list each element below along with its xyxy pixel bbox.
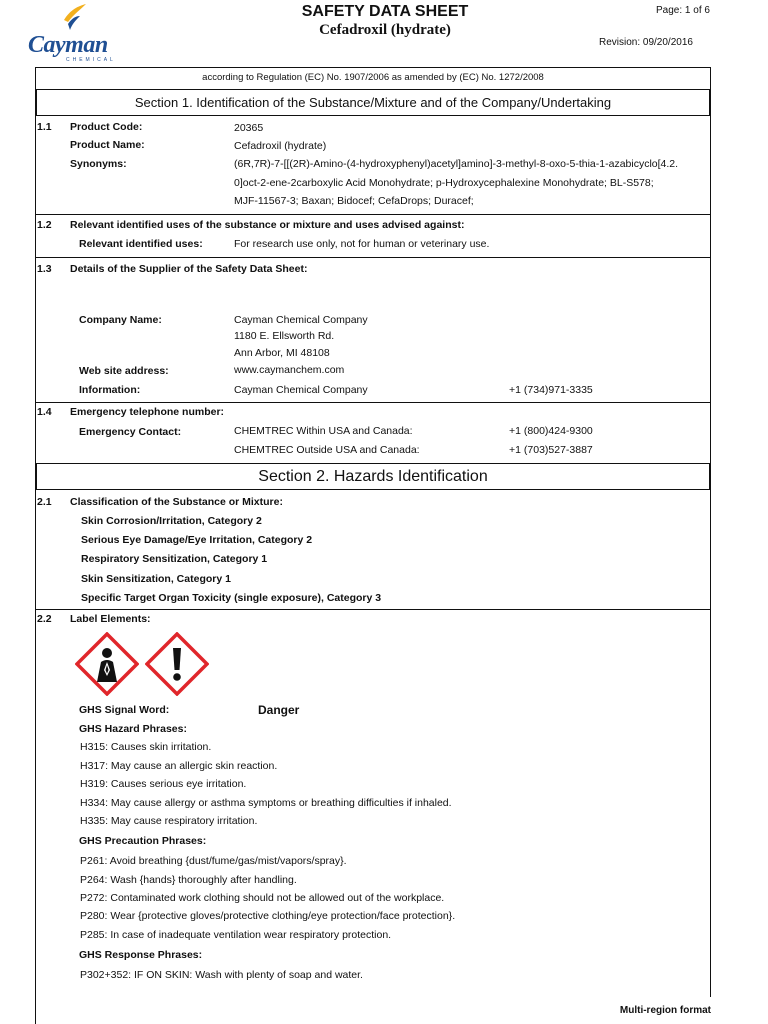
frame-left-line [35,67,36,1024]
company-name-label: Company Name: [79,314,162,326]
logo-wordmark: Cayman [28,32,108,58]
product-code-label: Product Code: [70,121,143,133]
document-title: SAFETY DATA SHEET [301,3,469,20]
section-number-1-2: 1.2 [37,219,52,231]
information-label: Information: [79,384,141,396]
synonyms-line: (6R,7R)-7-[[(2R)-Amino-(4-hydroxyphenyl)acetyl]amino]-3-methyl-8-oxo-5-thia-1-azabicyclo[4.2. [234,158,679,170]
section-number-2-2: 2.2 [37,613,52,625]
signal-word-value: Danger [258,703,300,717]
company-address-line: Cayman Chemical Company [234,314,368,326]
website-link[interactable]: www.caymanchem.com [234,364,345,376]
uses-value: For research use only, not for human or veterinary use. [234,238,490,250]
regulation-note: according to Regulation (EC) No. 1907/2006 as amended by (EC) No. 1272/2008 [202,72,544,83]
divider [36,609,710,610]
precaution-phrase: P285: In case of inadequate ventilation wear respiratory protection. [80,929,392,941]
hazard-phrase: H335: May cause respiratory irritation. [80,815,258,827]
section-number-1-3: 1.3 [37,263,52,275]
synonyms-line: MJF-11567-3; Baxan; Bidocef; CefaDrops; Duracef; [234,195,474,207]
precaution-phrases-label: GHS Precaution Phrases: [79,835,207,847]
label-elements-heading: Label Elements: [70,613,151,625]
hazard-phrase: H317: May cause an allergic skin reaction. [80,760,278,772]
exclamation-mark-pictogram-icon [145,632,209,696]
frame-top-line [35,67,711,68]
emergency-contact: CHEMTREC Outside USA and Canada: [234,444,420,456]
section1-title: Section 1. Identification of the Substance/Mixture and of the Company/Undertaking [134,95,612,110]
frame-right-line [710,67,711,997]
revision-date: Revision: 09/20/2016 [599,37,693,48]
emergency-heading: Emergency telephone number: [70,406,225,418]
company-address-line: 1180 E. Ellsworth Rd. [234,330,335,342]
health-hazard-pictogram-icon [75,632,139,696]
emergency-phone: +1 (703)527-3887 [509,444,593,456]
classification-item: Skin Corrosion/Irritation, Category 2 [81,515,262,527]
cayman-logo-mark-icon [60,2,88,34]
supplier-heading: Details of the Supplier of the Safety Data Sheet: [70,263,308,275]
product-title: Cefadroxil (hydrate) [319,22,451,38]
company-address-line: Ann Arbor, MI 48108 [234,347,330,359]
information-value: Cayman Chemical Company [234,384,368,396]
emergency-contact: CHEMTREC Within USA and Canada: [234,425,413,437]
hazard-phrase: H315: Causes skin irritation. [80,741,212,753]
precaution-phrase: P264: Wash {hands} thoroughly after handling. [80,874,297,886]
precaution-phrase: P272: Contaminated work clothing should not be allowed out of the workplace. [80,892,445,904]
product-code-value: 20365 [234,122,264,134]
section2-title: Section 2. Hazards Identification [258,468,488,485]
divider [36,402,710,403]
classification-item: Specific Target Organ Toxicity (single exposure), Category 3 [81,592,382,604]
section-number-1-1: 1.1 [37,121,52,133]
hazard-phrase: H334: May cause allergy or asthma symptoms or breathing difficulties if inhaled. [80,797,452,809]
section2-header [36,463,710,490]
section1-header [36,89,710,116]
hazard-phrases-label: GHS Hazard Phrases: [79,723,187,735]
cayman-logo [28,2,118,63]
synonyms-label: Synonyms: [70,158,127,170]
precaution-phrase: P261: Avoid breathing {dust/fume/gas/mist/vapors/spray}. [80,855,347,867]
hazard-phrase: H319: Causes serious eye irritation. [80,778,247,790]
precaution-phrase: P280: Wear {protective gloves/protective clothing/eye protection/face protection}. [80,910,456,922]
synonyms-line: 0]oct-2-ene-2carboxylic Acid Monohydrate; p-Hydroxycephalexine Monohydrate; BL-S578; [234,177,654,189]
classification-item: Serious Eye Damage/Eye Irritation, Category 2 [81,534,313,546]
website-label: Web site address: [79,365,169,377]
uses-heading: Relevant identified uses of the substance or mixture and uses advised against: [70,219,465,231]
uses-label: Relevant identified uses: [79,238,203,250]
product-name-value: Cefadroxil (hydrate) [234,140,327,152]
classification-heading: Classification of the Substance or Mixture: [70,496,283,508]
classification-item: Respiratory Sensitization, Category 1 [81,553,268,565]
emergency-phone: +1 (800)424-9300 [509,425,593,437]
section-number-2-1: 2.1 [37,496,52,508]
information-phone: +1 (734)971-3335 [509,384,593,396]
signal-word-label: GHS Signal Word: [79,704,170,716]
footer-format-note: Multi-region format [619,1005,711,1016]
page-number: Page: 1 of 6 [656,5,710,16]
emergency-contact-label: Emergency Contact: [79,426,182,438]
section-number-1-4: 1.4 [37,406,52,418]
response-phrase: P302+352: IF ON SKIN: Wash with plenty of soap and water. [80,969,363,981]
divider [36,214,710,215]
divider [36,257,710,258]
classification-item: Skin Sensitization, Category 1 [81,573,231,585]
product-name-label: Product Name: [70,139,145,151]
logo-subtext: CHEMICAL [66,57,116,63]
response-phrases-label: GHS Response Phrases: [79,949,203,961]
